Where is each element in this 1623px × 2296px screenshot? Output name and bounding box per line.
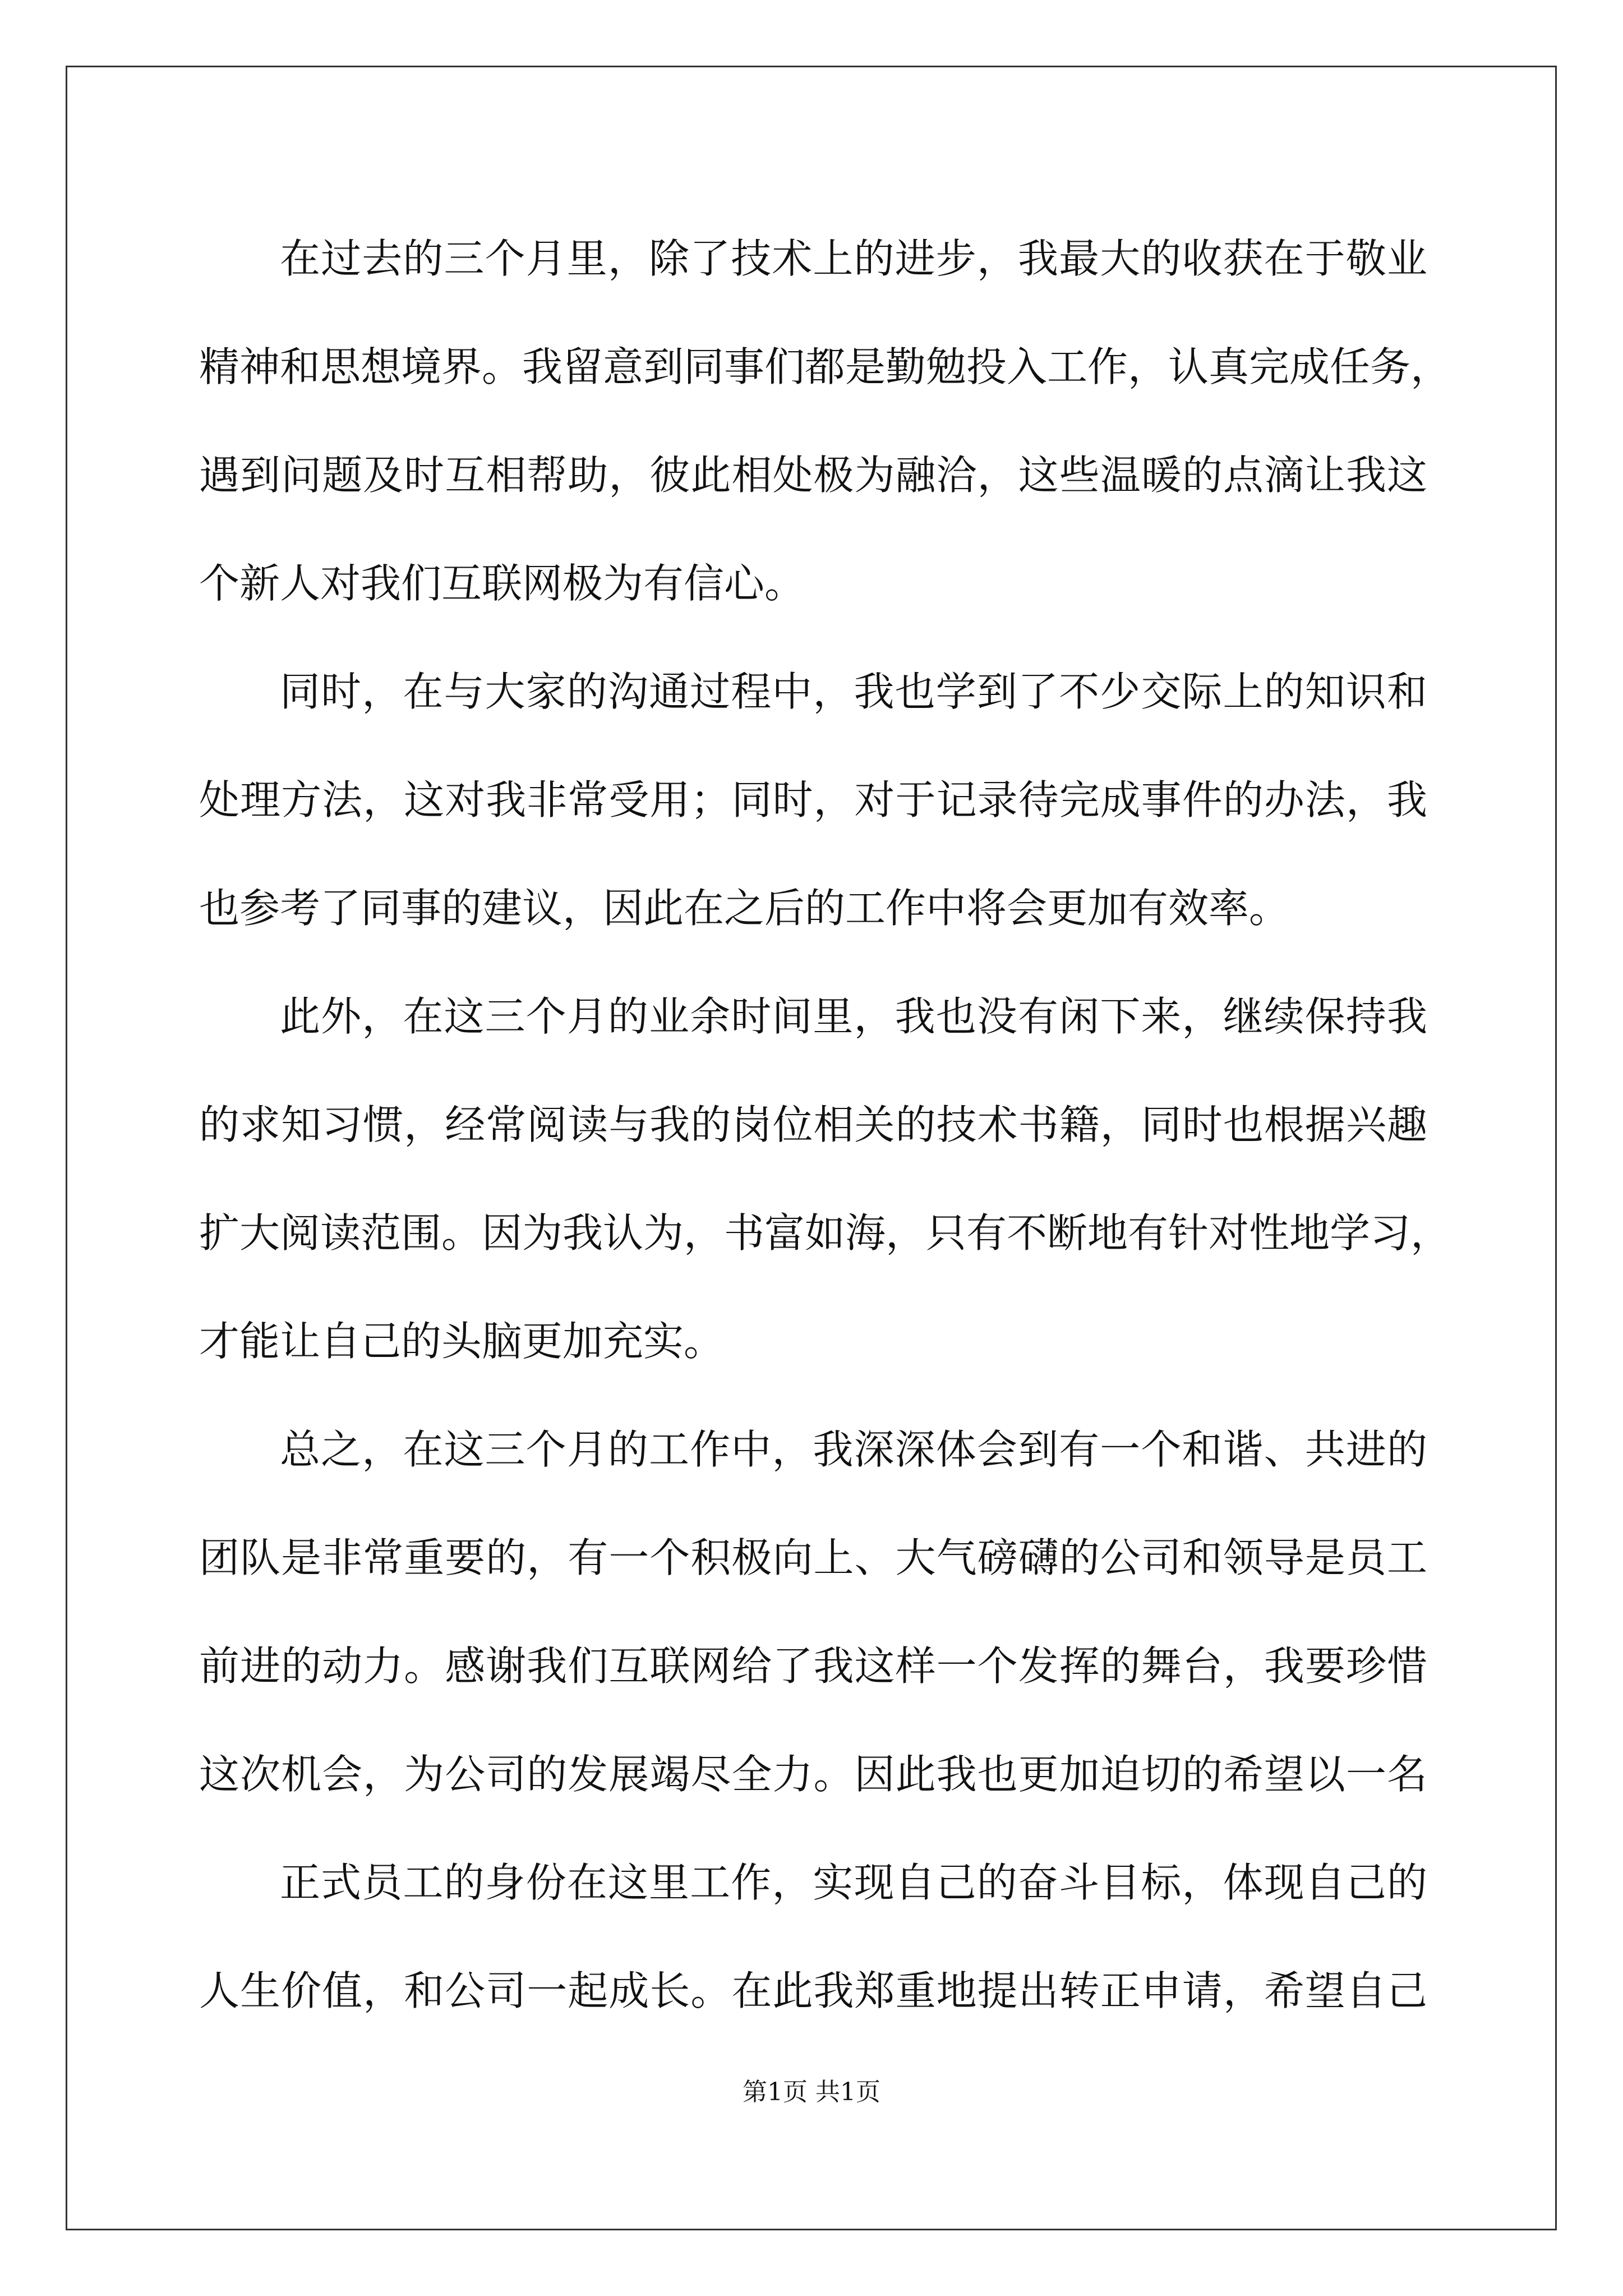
paragraph-4-line-2: 团队是非常重要的，有一个积极向上、大气磅礴的公司和领导是员工	[199, 1534, 1427, 1581]
paragraph-5-line-2: 人生价值，和公司一起成长。在此我郑重地提出转正申请，希望自己	[199, 1967, 1427, 2014]
paragraph-2-line-3: 也参考了同事的建议，因此在之后的工作中将会更加有效率。	[199, 885, 1290, 932]
paragraph-3-line-2: 的求知习惯，经常阅读与我的岗位相关的技术书籍，同时也根据兴趣	[199, 1101, 1427, 1148]
page-footer: 第1页 共1页	[743, 2078, 880, 2106]
paragraph-2-line-1: 同时，在与大家的沟通过程中，我也学到了不少交际上的知识和	[280, 668, 1427, 715]
paragraph-1-line-3: 遇到问题及时互相帮助，彼此相处极为融洽，这些温暖的点滴让我这	[199, 452, 1427, 499]
paragraph-1-line-4: 个新人对我们互联网极为有信心。	[199, 560, 805, 607]
paragraph-3-line-1: 此外，在这三个月的业余时间里，我也没有闲下来，继续保持我	[280, 993, 1427, 1040]
paragraph-1-line-1: 在过去的三个月里，除了技术上的进步，我最大的收获在于敬业	[280, 235, 1427, 282]
paragraph-2-line-2: 处理方法，这对我非常受用；同时，对于记录待完成事件的办法，我	[199, 776, 1427, 823]
paragraph-4-line-3: 前进的动力。感谢我们互联网给了我这样一个发挥的舞台，我要珍惜	[199, 1642, 1427, 1690]
paragraph-4-line-1: 总之，在这三个月的工作中，我深深体会到有一个和谐、共进的	[280, 1426, 1427, 1473]
paragraph-3-line-3: 扩大阅读范围。因为我认为，书富如海，只有不断地有针对性地学习，	[199, 1209, 1451, 1257]
paragraph-1-line-2: 精神和思想境界。我留意到同事们都是勤勉投入工作，认真完成任务，	[199, 343, 1451, 390]
document-body	[199, 205, 1451, 2045]
paragraph-3-line-4: 才能让自己的头脑更加充实。	[199, 1318, 725, 1365]
paragraph-4-line-4: 这次机会，为公司的发展竭尽全力。因此我也更加迫切的希望以一名	[199, 1751, 1427, 1798]
paragraph-5-line-1: 正式员工的身份在这里工作，实现自己的奋斗目标，体现自己的	[280, 1859, 1427, 1906]
